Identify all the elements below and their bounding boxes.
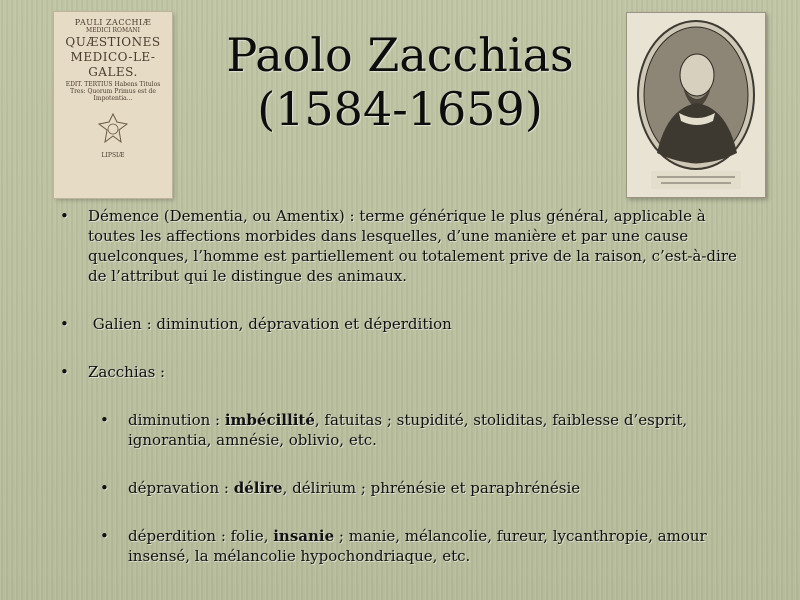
- slide-body: [56, 206, 746, 566]
- book-subtitle: EDIT. TERTIUS Habens Titulos Tres: Quorum Primus est de Impotentia...: [65, 81, 161, 102]
- title-dates: (1584-1659): [257, 82, 543, 136]
- sub-bullet-deperdition: • déperdition : folie, insanie ; manie, mélancolie, fureur, lycanthropie, amour insensé, la mélancolie hypochondriaque, etc.: [56, 526, 746, 566]
- book-title-2: MEDICO-LE-: [70, 50, 156, 64]
- sub-bullet-depravation: • dépravation : délire, délirium ; phrénésie et paraphrénésie: [56, 478, 746, 498]
- book-imprint: LIPSIÆ: [101, 152, 125, 159]
- title-name: Paolo Zacchias: [226, 28, 574, 82]
- book-emblem-icon: [93, 112, 133, 148]
- book-title-3: GALES.: [88, 65, 138, 79]
- book-cover-image: [54, 12, 172, 198]
- book-author: PAULI ZACCHIÆ: [74, 18, 152, 27]
- book-author-sub: MEDICI ROMANI: [85, 27, 141, 34]
- portrait-engraving-image: [626, 12, 766, 198]
- bullet-demence: • Démence (Dementia, ou Amentix) : terme générique le plus général, applicable à toutes les affections morbides dans lesquelles, d’une manière et par une cause quelconques, l’homme est partiellement ou totalement prive de la raison, c’est-à-dire de l’attribut qui le distingue des animaux.: [56, 206, 746, 286]
- slide-title: [180, 28, 620, 136]
- book-title-1: QUÆSTIONES: [65, 35, 161, 49]
- portrait-icon: [627, 13, 765, 197]
- sub-bullet-diminution: • diminution : imbécillité, fatuitas ; stupidité, stoliditas, faiblesse d’esprit, ignorantia, amnésie, oblivio, etc.: [56, 410, 746, 450]
- bullet-zacchias: • Zacchias :: [56, 362, 746, 382]
- bullet-galien: • Galien : diminution, dépravation et déperdition: [56, 314, 746, 334]
